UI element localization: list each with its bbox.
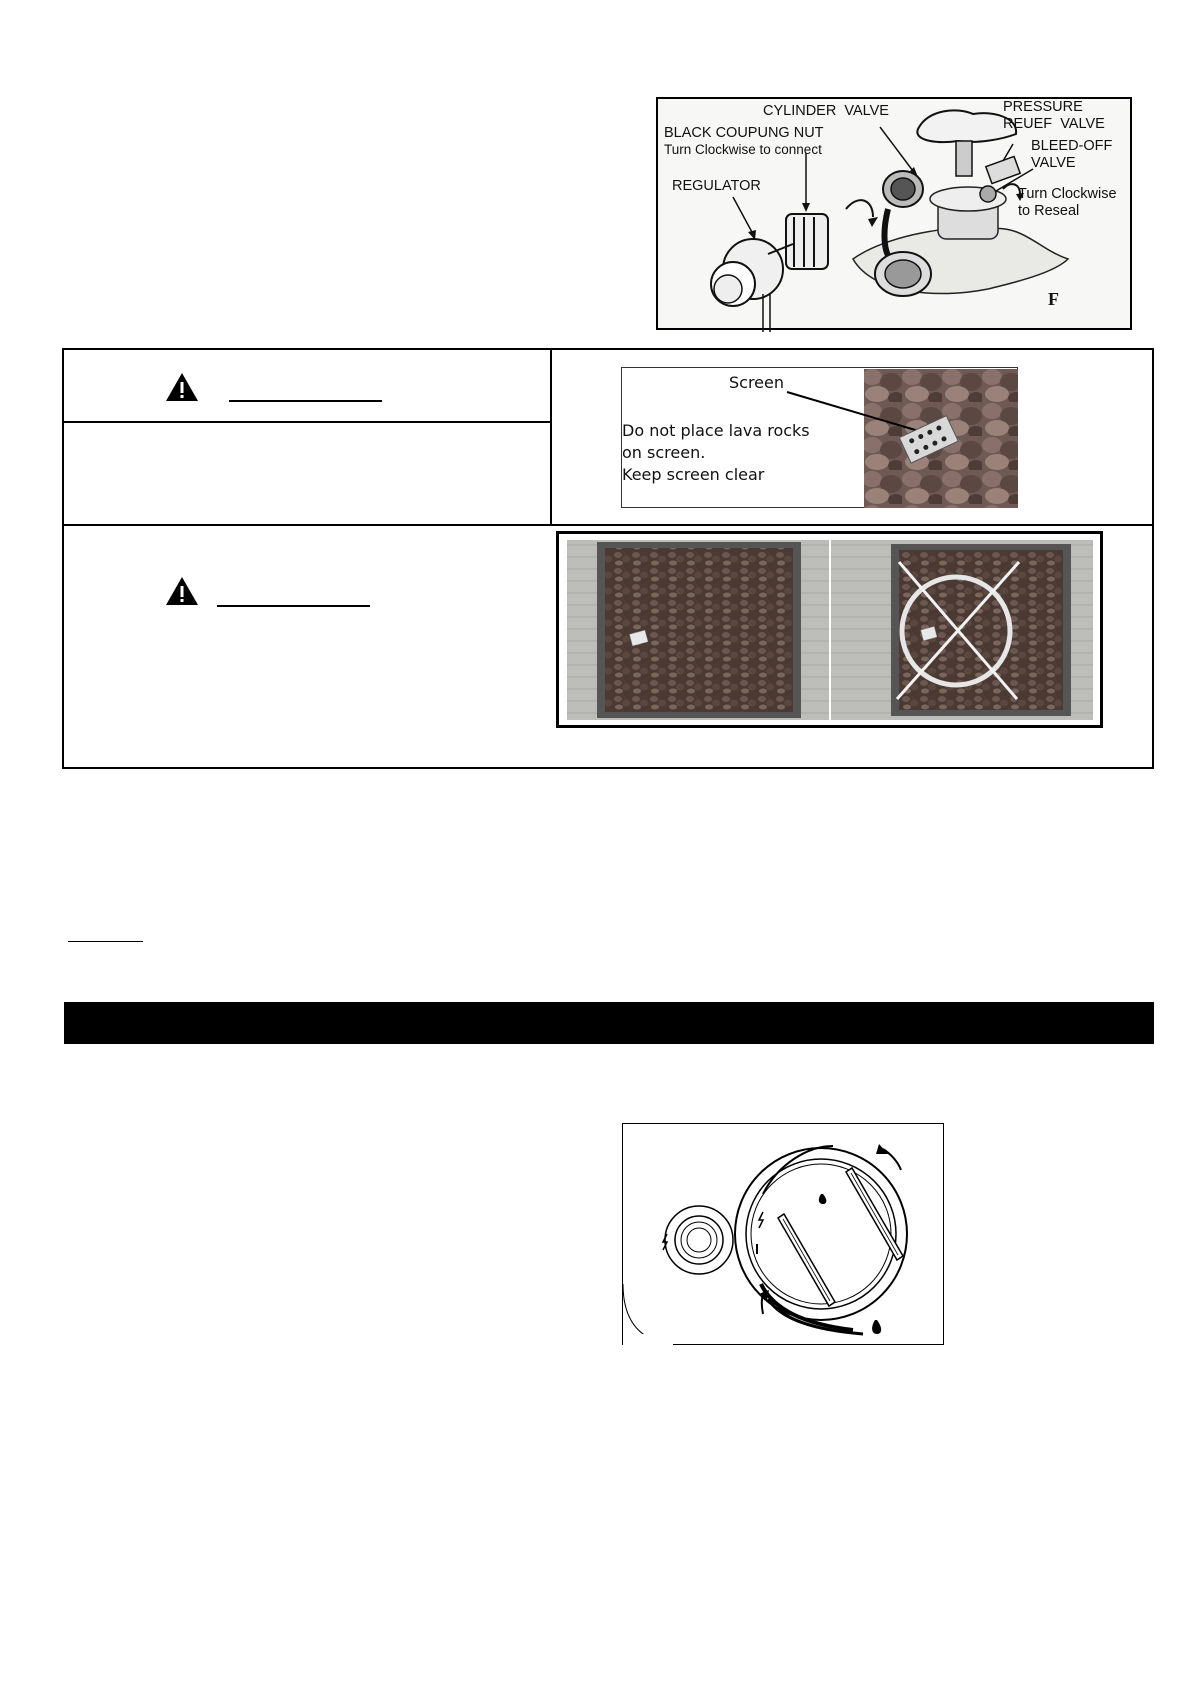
screen-warning-figure	[621, 367, 1018, 508]
label-bleed-off-1: BLEED-OFF	[1031, 138, 1113, 154]
label-reseal-1: Turn Clockwise	[1018, 186, 1117, 202]
screen-callout-label: Screen	[729, 373, 785, 392]
warning-triangle-icon	[165, 576, 199, 606]
control-knob-diagram	[622, 1123, 944, 1345]
label-reseal-2: to Reseal	[1018, 203, 1080, 219]
label-pressure-relief-1: PRESSURE	[1003, 99, 1083, 115]
label-regulator: REGULATOR	[672, 178, 761, 194]
screen-photo	[622, 368, 1019, 509]
label-pressure-relief-2: REUEF VALVE	[1003, 116, 1105, 132]
table-divider-horizontal	[64, 524, 1152, 526]
screen-note-line1: Do not place lava rocks	[622, 421, 810, 440]
lava-rock-photos	[559, 534, 1100, 725]
figure-letter: F	[1048, 289, 1059, 309]
table-divider-inner	[64, 421, 551, 423]
warning-heading-underline	[229, 400, 382, 402]
note-heading-underline	[68, 941, 143, 942]
screen-note-line3: Keep screen clear	[622, 465, 765, 484]
cylinder-valve-diagram	[656, 97, 1132, 330]
label-coupling-nut-1: BLACK COUPUNG NUT	[664, 125, 824, 141]
label-bleed-off-2: VALVE	[1031, 155, 1076, 171]
table-divider-vertical	[550, 350, 552, 526]
lava-rock-placement-figure	[556, 531, 1103, 728]
control-knob-drawing	[623, 1124, 945, 1346]
caution-heading-underline	[217, 605, 370, 607]
label-coupling-nut-2: Turn Clockwise to connect	[664, 142, 822, 157]
warning-triangle-icon	[165, 372, 199, 402]
screen-note-line2: on screen.	[622, 443, 706, 462]
label-cylinder-valve: CYLINDER VALVE	[763, 103, 889, 119]
section-header-bar	[64, 1002, 1154, 1044]
